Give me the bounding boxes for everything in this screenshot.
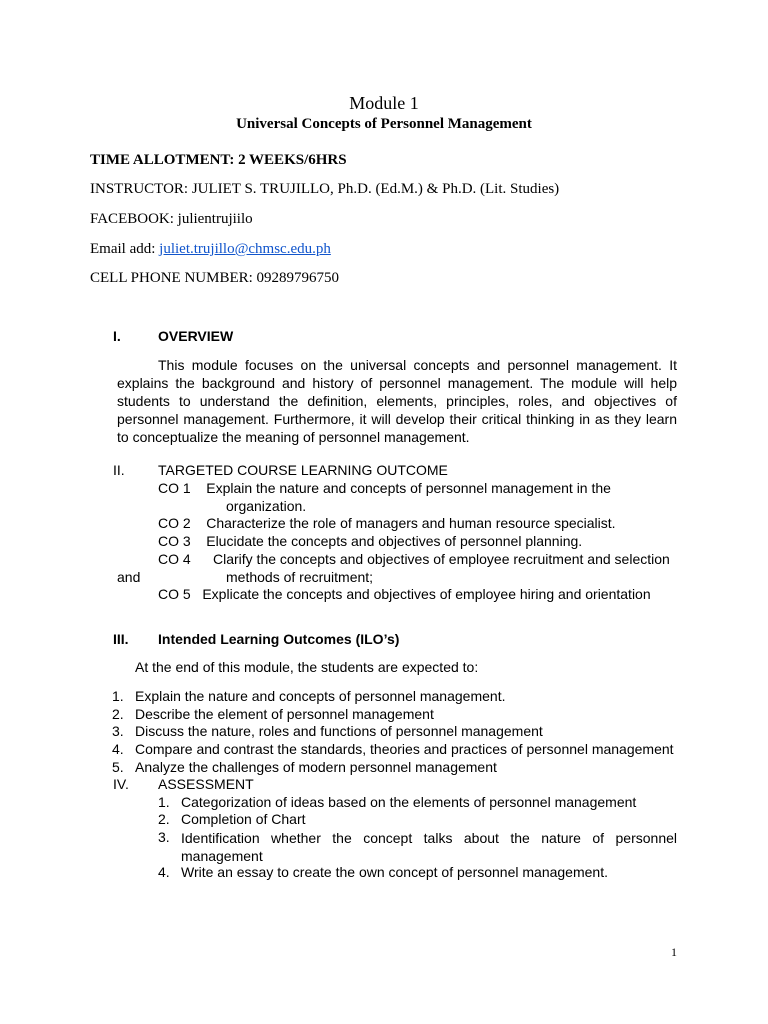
targeted-heading: TARGETED COURSE LEARNING OUTCOME: [158, 462, 448, 478]
ilo-item-number: 3.: [112, 723, 124, 739]
co3: CO 3 Elucidate the concepts and objectives of personnel planning.: [158, 533, 583, 549]
assessment-item-number: 1.: [158, 794, 170, 810]
module-title: Module 1: [349, 93, 419, 113]
ilo-item-text: Discuss the nature, roles and functions of personnel management: [135, 723, 543, 739]
ilo-number: III.: [113, 631, 129, 647]
co4-label: CO 4: [158, 551, 191, 567]
co2: CO 2 Characterize the role of managers and human resource specialist.: [158, 515, 616, 531]
facebook: FACEBOOK: julientrujiilo: [90, 211, 253, 227]
ilo-item-text: Analyze the challenges of modern personnel management: [135, 759, 497, 775]
overview-paragraph: This module focuses on the universal concepts and personnel management. It explains the background and history of personnel management. The module will help students to understand the definition, elements, principles, roles, and objectives of personnel management. Furthermore, it will develop their critical thinking in as they learn to conceptualize the meaning of personnel management.: [117, 357, 677, 445]
overview-number: I.: [113, 328, 121, 344]
assessment-item-number: 3.: [158, 829, 170, 845]
ilo-intro: At the end of this module, the students are expected to:: [135, 659, 479, 675]
assessment-item-text: Categorization of ideas based on the elements of personnel management: [181, 794, 637, 810]
assessment-number: IV.: [113, 776, 129, 792]
co5: CO 5 Explicate the concepts and objectives of employee hiring and orientation: [158, 586, 651, 602]
email-label: Email add:: [90, 241, 160, 257]
co4-and: and: [117, 569, 141, 585]
time-allotment: TIME ALLOTMENT: 2 WEEKS/6HRS: [90, 152, 347, 168]
assessment-item-number: 4.: [158, 864, 170, 880]
email-line: [90, 241, 331, 258]
assessment-item-text: Write an essay to create the own concept of personnel management.: [181, 864, 608, 880]
ilo-heading: Intended Learning Outcomes (ILO’s): [158, 631, 400, 647]
co1-cont: organization.: [226, 498, 307, 514]
module-subtitle: Universal Concepts of Personnel Management: [236, 116, 532, 132]
assessment-heading: ASSESSMENT: [158, 776, 254, 792]
assessment-item-text: Identification whether the concept talks about the nature of personnel management: [181, 830, 677, 864]
ilo-item-number: 4.: [112, 741, 124, 757]
targeted-number: II.: [113, 462, 125, 478]
assessment-item-text: Completion of Chart: [181, 811, 306, 827]
co1: CO 1 Explain the nature and concepts of personnel management in the: [158, 480, 611, 496]
co4-text: Clarify the concepts and objectives of employee recruitment and selection: [213, 551, 670, 567]
ilo-item-text: Compare and contrast the standards, theories and practices of personnel management: [135, 741, 674, 757]
ilo-item-number: 1.: [112, 688, 124, 704]
assessment-item-number: 2.: [158, 811, 170, 827]
cell-phone: CELL PHONE NUMBER: 09289796750: [90, 270, 340, 286]
ilo-item-number: 5.: [112, 759, 124, 775]
email-link[interactable]: juliet.trujillo@chmsc.edu.ph: [159, 241, 331, 257]
instructor: INSTRUCTOR: JULIET S. TRUJILLO, Ph.D. (Ed.M.) & Ph.D. (Lit. Studies): [90, 181, 560, 197]
ilo-item-text: Explain the nature and concepts of personnel management.: [135, 688, 506, 704]
ilo-item-number: 2.: [112, 706, 124, 722]
ilo-item-text: Describe the element of personnel management: [135, 706, 434, 722]
overview-heading: OVERVIEW: [158, 328, 234, 344]
page-number: 1: [671, 945, 677, 959]
co4-cont: methods of recruitment;: [226, 569, 374, 585]
